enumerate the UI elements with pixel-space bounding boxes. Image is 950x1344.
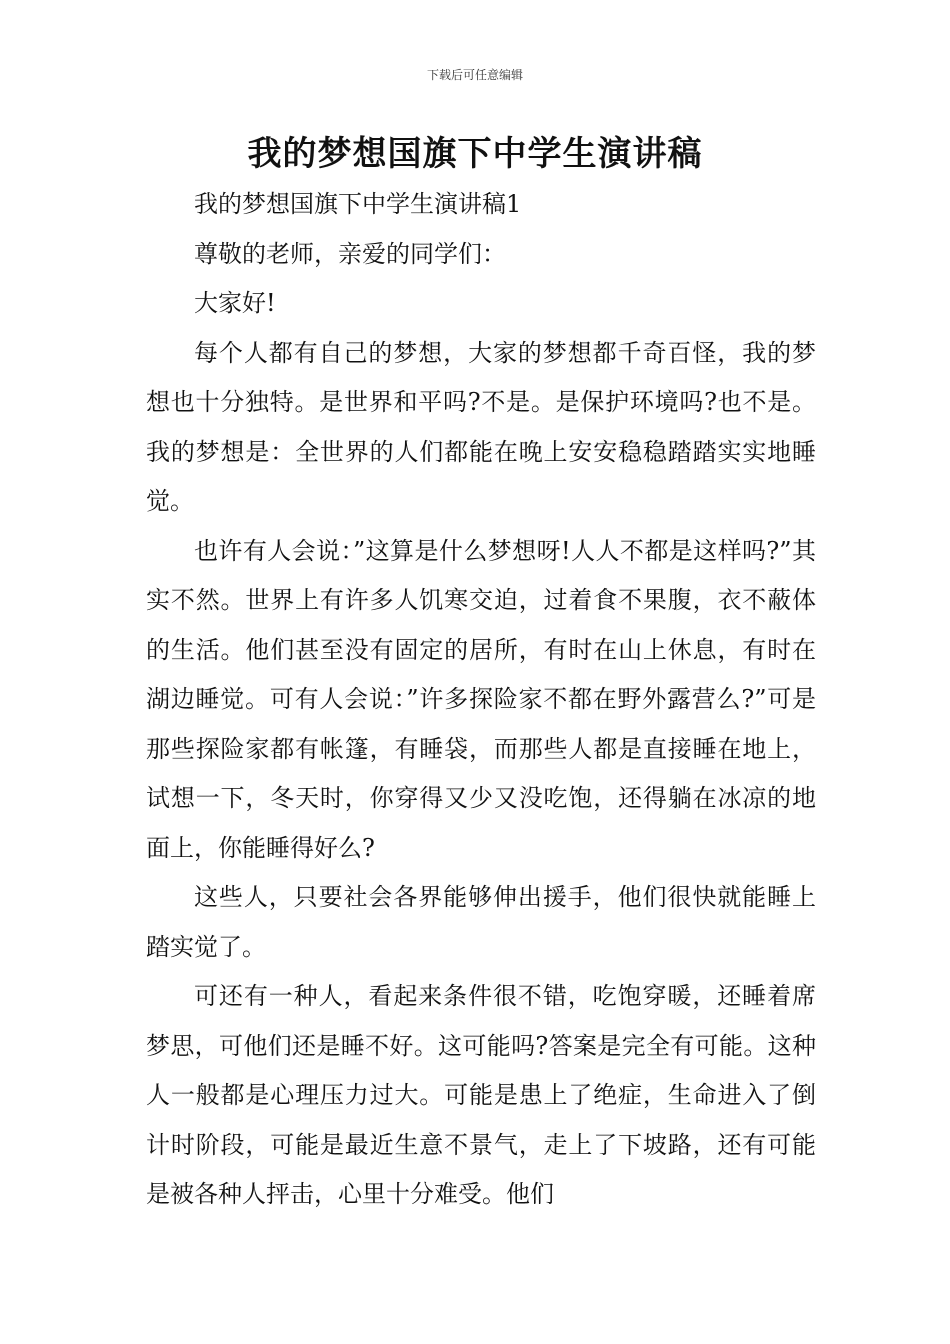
body-paragraph: 也许有人会说：”这算是什么梦想呀!人人不都是这样吗?”其实不然。世界上有许多人饥寒交迫，过着食不果腹，衣不蔽体的生活。他们甚至没有固定的居所，有时在山上休息，有时在湖边睡觉。可有人会说：”许多探险家不都在野外露营么?”可是那些探险家都有帐篷，有睡袋，而那些人都是直接睡在地上，试想一下，冬天时，你穿得又少又没吃饱，还得躺在冰凉的地面上，你能睡得好么? bbox=[146, 536, 816, 862]
document-title: 我的梦想国旗下中学生演讲稿 bbox=[247, 134, 703, 174]
body-paragraph: 这些人，只要社会各界能够伸出援手，他们很快就能睡上踏实觉了。 bbox=[146, 883, 816, 961]
paragraph-subtitle: 我的梦想国旗下中学生演讲稿1 bbox=[194, 190, 522, 218]
header-note: 下载后可任意编辑 bbox=[426, 68, 523, 82]
body-paragraph: 可还有一种人，看起来条件很不错，吃饱穿暖，还睡着席梦思，可他们还是睡不好。这可能吗?答案是完全有可能。这种人一般都是心理压力过大。可能是患上了绝症，生命进入了倒计时阶段，可能是最近生意不景气，走上了下坡路，还有可能是被各种人抨击，心里十分难受。他们 bbox=[146, 982, 816, 1208]
paragraph-greeting: 大家好! bbox=[194, 289, 276, 317]
paragraph-salutation: 尊敬的老师，亲爱的同学们： bbox=[194, 239, 506, 268]
document-body bbox=[146, 180, 816, 1220]
body-paragraph: 每个人都有自己的梦想，大家的梦想都千奇百怪，我的梦想也十分独特。是世界和平吗?不是。是保护环境吗?也不是。我的梦想是：全世界的人们都能在晚上安安稳稳踏踏实实地睡觉。 bbox=[146, 338, 816, 515]
